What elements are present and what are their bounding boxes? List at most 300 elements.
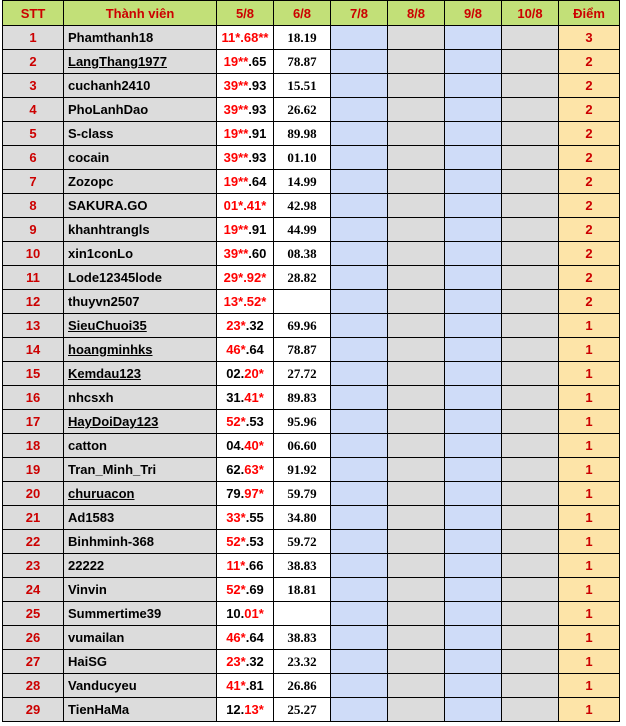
cell-member[interactable]: khanhtrangls — [64, 218, 217, 242]
cell-6-8[interactable]: 42.98 — [274, 194, 331, 218]
cell-stt[interactable]: 24 — [3, 578, 64, 602]
cell-8-8[interactable] — [388, 434, 445, 458]
result-plain: .53 — [245, 414, 264, 429]
cell-stt[interactable]: 6 — [3, 146, 64, 170]
cell-points[interactable]: 2 — [559, 146, 620, 170]
cell-member[interactable]: churuacon — [64, 482, 217, 506]
cell-5-8[interactable] — [217, 698, 274, 722]
table-row — [3, 218, 620, 242]
result-plain: .32 — [245, 318, 264, 333]
cell-7-8[interactable] — [331, 266, 388, 290]
cell-stt[interactable]: 1 — [3, 26, 64, 50]
cell-8-8[interactable] — [388, 506, 445, 530]
cell-9-8[interactable] — [445, 122, 502, 146]
result-match: 19** — [223, 54, 249, 69]
cell-6-8[interactable]: 59.72 — [274, 530, 331, 554]
cell-stt[interactable]: 5 — [3, 122, 64, 146]
table-row — [3, 74, 620, 98]
cell-5-8[interactable] — [217, 482, 274, 506]
cell-10-8[interactable] — [502, 122, 559, 146]
cell-member[interactable]: Summertime39 — [64, 602, 217, 626]
cell-points[interactable]: 2 — [559, 122, 620, 146]
table-row — [3, 530, 620, 554]
cell-stt[interactable]: 8 — [3, 194, 64, 218]
cell-8-8[interactable] — [388, 410, 445, 434]
cell-5-8[interactable] — [217, 146, 274, 170]
cell-8-8[interactable] — [388, 698, 445, 722]
result-plain: .53 — [245, 534, 264, 549]
cell-10-8[interactable] — [502, 98, 559, 122]
cell-8-8[interactable] — [388, 674, 445, 698]
cell-5-8[interactable] — [217, 122, 274, 146]
cell-10-8[interactable] — [502, 218, 559, 242]
cell-points[interactable]: 1 — [559, 314, 620, 338]
cell-points[interactable]: 1 — [559, 626, 620, 650]
cell-6-8[interactable] — [274, 602, 331, 626]
cell-points[interactable]: 2 — [559, 218, 620, 242]
cell-member[interactable]: Binhminh-368 — [64, 530, 217, 554]
cell-stt[interactable]: 16 — [3, 386, 64, 410]
cell-7-8[interactable] — [331, 74, 388, 98]
cell-7-8[interactable] — [331, 50, 388, 74]
col-header-6-8[interactable]: 6/8 — [274, 1, 331, 26]
col-header-member[interactable]: Thành viên — [64, 1, 217, 26]
cell-9-8[interactable] — [445, 194, 502, 218]
cell-8-8[interactable] — [388, 98, 445, 122]
cell-member[interactable]: catton — [64, 434, 217, 458]
result-match: 41* — [244, 390, 264, 405]
cell-6-8[interactable]: 78.87 — [274, 338, 331, 362]
cell-10-8[interactable] — [502, 434, 559, 458]
cell-9-8[interactable] — [445, 266, 502, 290]
cell-9-8[interactable] — [445, 602, 502, 626]
cell-stt[interactable]: 28 — [3, 674, 64, 698]
cell-6-8[interactable]: 59.79 — [274, 482, 331, 506]
cell-5-8[interactable] — [217, 362, 274, 386]
cell-8-8[interactable] — [388, 266, 445, 290]
cell-member[interactable]: hoangminhks — [64, 338, 217, 362]
col-header-10-8[interactable]: 10/8 — [502, 1, 559, 26]
cell-points[interactable]: 2 — [559, 170, 620, 194]
cell-6-8[interactable]: 78.87 — [274, 50, 331, 74]
cell-5-8[interactable] — [217, 266, 274, 290]
cell-stt[interactable]: 19 — [3, 458, 64, 482]
cell-member[interactable]: vumailan — [64, 626, 217, 650]
result-plain: .64 — [245, 342, 264, 357]
cell-7-8[interactable] — [331, 530, 388, 554]
cell-member[interactable]: Vanducyeu — [64, 674, 217, 698]
cell-8-8[interactable] — [388, 458, 445, 482]
cell-9-8[interactable] — [445, 314, 502, 338]
cell-10-8[interactable] — [502, 50, 559, 74]
cell-5-8[interactable] — [217, 578, 274, 602]
cell-9-8[interactable] — [445, 698, 502, 722]
cell-7-8[interactable] — [331, 458, 388, 482]
cell-7-8[interactable] — [331, 98, 388, 122]
cell-member[interactable]: SAKURA.GO — [64, 194, 217, 218]
cell-6-8[interactable]: 18.81 — [274, 578, 331, 602]
cell-member[interactable]: PhoLanhDao — [64, 98, 217, 122]
cell-9-8[interactable] — [445, 434, 502, 458]
cell-7-8[interactable] — [331, 362, 388, 386]
cell-points[interactable]: 1 — [559, 482, 620, 506]
cell-7-8[interactable] — [331, 698, 388, 722]
table-row — [3, 506, 620, 530]
cell-5-8[interactable] — [217, 602, 274, 626]
table-row — [3, 434, 620, 458]
cell-stt[interactable]: 12 — [3, 290, 64, 314]
cell-10-8[interactable] — [502, 194, 559, 218]
cell-10-8[interactable] — [502, 170, 559, 194]
cell-stt[interactable]: 10 — [3, 242, 64, 266]
cell-5-8[interactable] — [217, 434, 274, 458]
cell-10-8[interactable] — [502, 242, 559, 266]
cell-9-8[interactable] — [445, 674, 502, 698]
cell-member[interactable]: thuyvn2507 — [64, 290, 217, 314]
cell-10-8[interactable] — [502, 626, 559, 650]
cell-7-8[interactable] — [331, 578, 388, 602]
cell-points[interactable]: 1 — [559, 650, 620, 674]
table-row — [3, 410, 620, 434]
cell-stt[interactable]: 14 — [3, 338, 64, 362]
cell-6-8[interactable]: 06.60 — [274, 434, 331, 458]
cell-10-8[interactable] — [502, 698, 559, 722]
cell-5-8[interactable] — [217, 626, 274, 650]
cell-points[interactable]: 1 — [559, 578, 620, 602]
cell-8-8[interactable] — [388, 386, 445, 410]
cell-6-8[interactable]: 34.80 — [274, 506, 331, 530]
cell-8-8[interactable] — [388, 242, 445, 266]
cell-points[interactable]: 1 — [559, 602, 620, 626]
cell-member[interactable]: HayDoiDay123 — [64, 410, 217, 434]
cell-5-8[interactable] — [217, 170, 274, 194]
cell-10-8[interactable] — [502, 386, 559, 410]
cell-6-8[interactable]: 14.99 — [274, 170, 331, 194]
cell-member[interactable]: Lode12345lode — [64, 266, 217, 290]
cell-10-8[interactable] — [502, 650, 559, 674]
cell-6-8[interactable]: 69.96 — [274, 314, 331, 338]
col-header-5-8[interactable]: 5/8 — [217, 1, 274, 26]
cell-8-8[interactable] — [388, 602, 445, 626]
cell-5-8[interactable] — [217, 458, 274, 482]
result-plain: 12. — [226, 702, 245, 717]
cell-5-8[interactable] — [217, 194, 274, 218]
cell-8-8[interactable] — [388, 170, 445, 194]
table-row — [3, 482, 620, 506]
cell-6-8[interactable]: 38.83 — [274, 626, 331, 650]
cell-5-8[interactable] — [217, 650, 274, 674]
cell-points[interactable]: 1 — [559, 362, 620, 386]
cell-7-8[interactable] — [331, 386, 388, 410]
cell-6-8[interactable] — [274, 290, 331, 314]
cell-6-8[interactable]: 23.32 — [274, 650, 331, 674]
cell-points[interactable]: 1 — [559, 434, 620, 458]
cell-stt[interactable]: 15 — [3, 362, 64, 386]
cell-9-8[interactable] — [445, 26, 502, 50]
result-plain: .64 — [245, 630, 264, 645]
cell-stt[interactable]: 11 — [3, 266, 64, 290]
cell-9-8[interactable] — [445, 410, 502, 434]
cell-8-8[interactable] — [388, 650, 445, 674]
result-plain: .55 — [245, 510, 264, 525]
cell-7-8[interactable] — [331, 602, 388, 626]
cell-member[interactable]: cuchanh2410 — [64, 74, 217, 98]
cell-5-8[interactable] — [217, 218, 274, 242]
cell-8-8[interactable] — [388, 626, 445, 650]
cell-5-8[interactable] — [217, 74, 274, 98]
result-plain: .60 — [248, 246, 267, 261]
cell-6-8[interactable]: 27.72 — [274, 362, 331, 386]
cell-5-8[interactable] — [217, 338, 274, 362]
cell-points[interactable]: 1 — [559, 674, 620, 698]
cell-5-8[interactable] — [217, 554, 274, 578]
cell-10-8[interactable] — [502, 554, 559, 578]
result-match: 13*.52* — [223, 294, 267, 309]
cell-10-8[interactable] — [502, 506, 559, 530]
cell-points[interactable]: 1 — [559, 530, 620, 554]
cell-5-8[interactable] — [217, 386, 274, 410]
cell-member[interactable]: LangThang1977 — [64, 50, 217, 74]
cell-7-8[interactable] — [331, 674, 388, 698]
cell-7-8[interactable] — [331, 482, 388, 506]
cell-8-8[interactable] — [388, 218, 445, 242]
cell-points[interactable]: 1 — [559, 554, 620, 578]
cell-9-8[interactable] — [445, 218, 502, 242]
cell-6-8[interactable]: 89.98 — [274, 122, 331, 146]
cell-7-8[interactable] — [331, 122, 388, 146]
cell-5-8[interactable] — [217, 50, 274, 74]
cell-9-8[interactable] — [445, 338, 502, 362]
cell-stt[interactable]: 29 — [3, 698, 64, 722]
cell-10-8[interactable] — [502, 314, 559, 338]
cell-8-8[interactable] — [388, 26, 445, 50]
cell-5-8[interactable] — [217, 290, 274, 314]
cell-stt[interactable]: 4 — [3, 98, 64, 122]
cell-points[interactable]: 2 — [559, 194, 620, 218]
cell-6-8[interactable]: 15.51 — [274, 74, 331, 98]
cell-stt[interactable]: 21 — [3, 506, 64, 530]
cell-8-8[interactable] — [388, 578, 445, 602]
cell-7-8[interactable] — [331, 218, 388, 242]
cell-10-8[interactable] — [502, 530, 559, 554]
cell-member[interactable]: xin1conLo — [64, 242, 217, 266]
cell-member[interactable]: Zozopc — [64, 170, 217, 194]
cell-6-8[interactable]: 95.96 — [274, 410, 331, 434]
col-header-7-8[interactable]: 7/8 — [331, 1, 388, 26]
cell-stt[interactable]: 2 — [3, 50, 64, 74]
cell-7-8[interactable] — [331, 650, 388, 674]
cell-9-8[interactable] — [445, 290, 502, 314]
col-header-points[interactable]: Điểm — [559, 1, 620, 26]
cell-points[interactable]: 1 — [559, 410, 620, 434]
cell-stt[interactable]: 20 — [3, 482, 64, 506]
cell-10-8[interactable] — [502, 26, 559, 50]
cell-9-8[interactable] — [445, 386, 502, 410]
cell-points[interactable]: 2 — [559, 242, 620, 266]
cell-8-8[interactable] — [388, 194, 445, 218]
cell-9-8[interactable] — [445, 554, 502, 578]
cell-points[interactable]: 2 — [559, 98, 620, 122]
col-header-9-8[interactable]: 9/8 — [445, 1, 502, 26]
cell-10-8[interactable] — [502, 146, 559, 170]
cell-8-8[interactable] — [388, 338, 445, 362]
result-match: 46* — [226, 342, 246, 357]
cell-10-8[interactable] — [502, 458, 559, 482]
col-header-8-8[interactable]: 8/8 — [388, 1, 445, 26]
cell-points[interactable]: 1 — [559, 338, 620, 362]
cell-5-8[interactable] — [217, 314, 274, 338]
cell-10-8[interactable] — [502, 482, 559, 506]
cell-member[interactable]: SieuChuoi35 — [64, 314, 217, 338]
cell-6-8[interactable]: 26.86 — [274, 674, 331, 698]
cell-6-8[interactable]: 89.83 — [274, 386, 331, 410]
cell-6-8[interactable]: 08.38 — [274, 242, 331, 266]
cell-stt[interactable]: 13 — [3, 314, 64, 338]
cell-stt[interactable]: 18 — [3, 434, 64, 458]
cell-points[interactable]: 1 — [559, 698, 620, 722]
cell-stt[interactable]: 7 — [3, 170, 64, 194]
cell-9-8[interactable] — [445, 578, 502, 602]
cell-member[interactable]: HaiSG — [64, 650, 217, 674]
cell-10-8[interactable] — [502, 338, 559, 362]
cell-member[interactable]: 22222 — [64, 554, 217, 578]
cell-5-8[interactable] — [217, 242, 274, 266]
cell-10-8[interactable] — [502, 410, 559, 434]
cell-7-8[interactable] — [331, 410, 388, 434]
cell-9-8[interactable] — [445, 482, 502, 506]
cell-5-8[interactable] — [217, 98, 274, 122]
cell-6-8[interactable]: 28.82 — [274, 266, 331, 290]
cell-stt[interactable]: 22 — [3, 530, 64, 554]
cell-6-8[interactable]: 26.62 — [274, 98, 331, 122]
cell-7-8[interactable] — [331, 26, 388, 50]
result-plain: 02. — [226, 366, 245, 381]
cell-7-8[interactable] — [331, 170, 388, 194]
cell-7-8[interactable] — [331, 506, 388, 530]
cell-member[interactable]: TienHaMa — [64, 698, 217, 722]
cell-8-8[interactable] — [388, 50, 445, 74]
cell-10-8[interactable] — [502, 266, 559, 290]
cell-stt[interactable]: 9 — [3, 218, 64, 242]
cell-8-8[interactable] — [388, 290, 445, 314]
cell-stt[interactable]: 3 — [3, 74, 64, 98]
cell-points[interactable]: 1 — [559, 458, 620, 482]
table-row — [3, 362, 620, 386]
cell-5-8[interactable] — [217, 506, 274, 530]
cell-9-8[interactable] — [445, 362, 502, 386]
cell-8-8[interactable] — [388, 554, 445, 578]
cell-7-8[interactable] — [331, 242, 388, 266]
cell-6-8[interactable]: 44.99 — [274, 218, 331, 242]
table-body — [3, 26, 620, 722]
cell-points[interactable]: 1 — [559, 506, 620, 530]
cell-stt[interactable]: 27 — [3, 650, 64, 674]
cell-member[interactable]: Vinvin — [64, 578, 217, 602]
cell-points[interactable]: 1 — [559, 386, 620, 410]
cell-member[interactable]: cocain — [64, 146, 217, 170]
cell-points[interactable]: 2 — [559, 50, 620, 74]
cell-10-8[interactable] — [502, 578, 559, 602]
cell-7-8[interactable] — [331, 194, 388, 218]
cell-9-8[interactable] — [445, 50, 502, 74]
cell-5-8[interactable] — [217, 410, 274, 434]
cell-7-8[interactable] — [331, 626, 388, 650]
cell-6-8[interactable]: 25.27 — [274, 698, 331, 722]
cell-member[interactable]: Ad1583 — [64, 506, 217, 530]
cell-6-8[interactable]: 38.83 — [274, 554, 331, 578]
cell-9-8[interactable] — [445, 650, 502, 674]
cell-10-8[interactable] — [502, 290, 559, 314]
cell-9-8[interactable] — [445, 146, 502, 170]
result-match: 52* — [226, 582, 246, 597]
cell-10-8[interactable] — [502, 674, 559, 698]
cell-8-8[interactable] — [388, 362, 445, 386]
cell-9-8[interactable] — [445, 242, 502, 266]
cell-7-8[interactable] — [331, 554, 388, 578]
cell-9-8[interactable] — [445, 626, 502, 650]
cell-5-8[interactable] — [217, 530, 274, 554]
cell-8-8[interactable] — [388, 74, 445, 98]
cell-9-8[interactable] — [445, 74, 502, 98]
cell-8-8[interactable] — [388, 482, 445, 506]
cell-member[interactable]: Kemdau123 — [64, 362, 217, 386]
table-row — [3, 290, 620, 314]
cell-9-8[interactable] — [445, 98, 502, 122]
cell-10-8[interactable] — [502, 602, 559, 626]
cell-6-8[interactable]: 18.19 — [274, 26, 331, 50]
cell-7-8[interactable] — [331, 290, 388, 314]
cell-member[interactable]: Phamthanh18 — [64, 26, 217, 50]
cell-8-8[interactable] — [388, 146, 445, 170]
cell-8-8[interactable] — [388, 122, 445, 146]
table-row — [3, 674, 620, 698]
cell-stt[interactable]: 25 — [3, 602, 64, 626]
cell-6-8[interactable]: 91.92 — [274, 458, 331, 482]
cell-8-8[interactable] — [388, 314, 445, 338]
cell-9-8[interactable] — [445, 170, 502, 194]
cell-member[interactable]: nhcsxh — [64, 386, 217, 410]
cell-points[interactable]: 3 — [559, 26, 620, 50]
cell-9-8[interactable] — [445, 458, 502, 482]
cell-10-8[interactable] — [502, 74, 559, 98]
cell-7-8[interactable] — [331, 434, 388, 458]
cell-7-8[interactable] — [331, 338, 388, 362]
cell-7-8[interactable] — [331, 146, 388, 170]
cell-6-8[interactable]: 01.10 — [274, 146, 331, 170]
cell-points[interactable]: 2 — [559, 74, 620, 98]
cell-member[interactable]: S-class — [64, 122, 217, 146]
cell-10-8[interactable] — [502, 362, 559, 386]
table-row — [3, 554, 620, 578]
cell-5-8[interactable] — [217, 674, 274, 698]
cell-9-8[interactable] — [445, 506, 502, 530]
cell-7-8[interactable] — [331, 314, 388, 338]
cell-5-8[interactable] — [217, 26, 274, 50]
cell-stt[interactable]: 26 — [3, 626, 64, 650]
cell-points[interactable]: 2 — [559, 266, 620, 290]
cell-points[interactable]: 2 — [559, 290, 620, 314]
cell-member[interactable]: Tran_Minh_Tri — [64, 458, 217, 482]
cell-8-8[interactable] — [388, 530, 445, 554]
cell-stt[interactable]: 23 — [3, 554, 64, 578]
cell-9-8[interactable] — [445, 530, 502, 554]
table-row — [3, 458, 620, 482]
table-row — [3, 578, 620, 602]
cell-stt[interactable]: 17 — [3, 410, 64, 434]
col-header-stt[interactable]: STT — [3, 1, 64, 26]
table-row — [3, 50, 620, 74]
result-plain: .93 — [248, 150, 267, 165]
